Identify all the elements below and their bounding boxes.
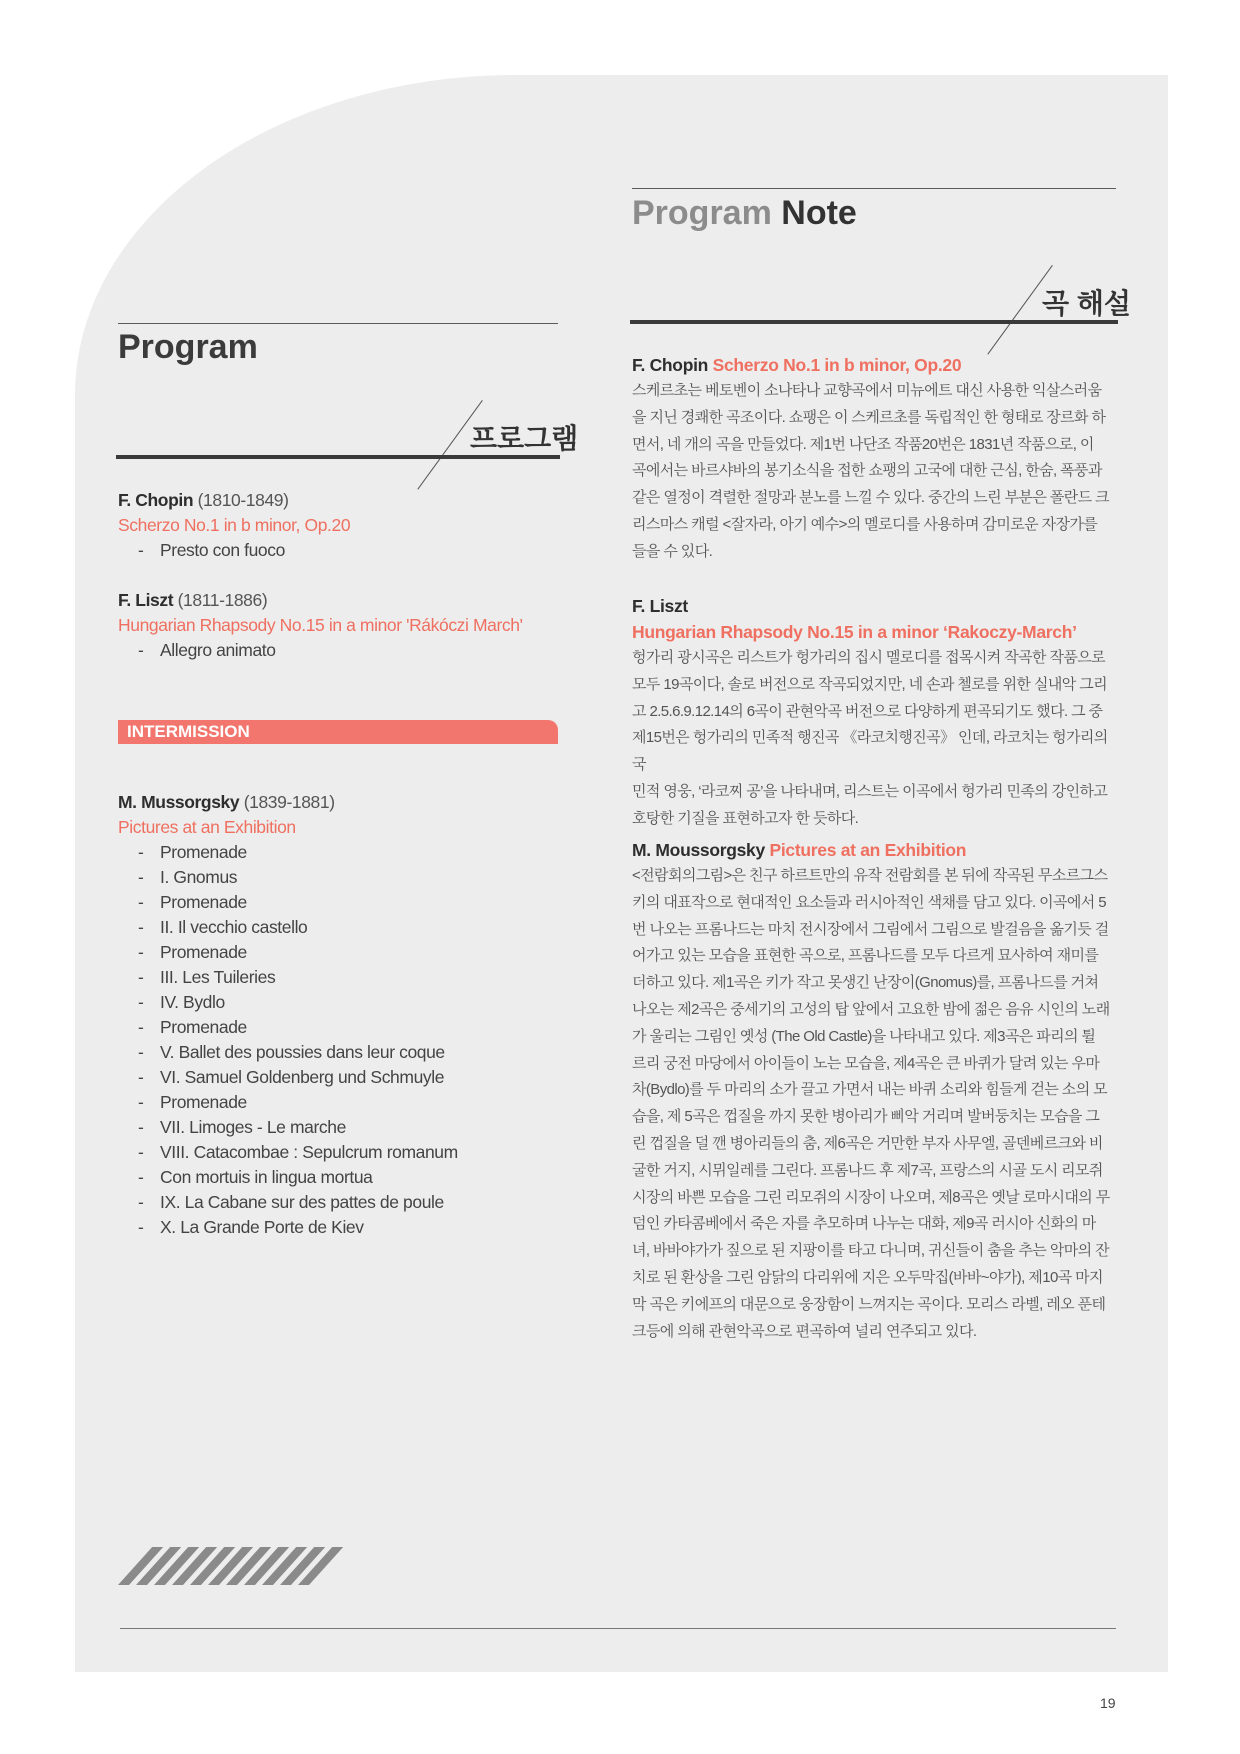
movement-item: - VII. Limoges - Le marche [138, 1117, 346, 1137]
note-work-title: Pictures at an Exhibition [769, 840, 967, 860]
movement-item: - IX. La Cabane sur des pattes de poule [138, 1192, 444, 1212]
movement-label: Promenade [160, 1017, 247, 1037]
movement-item: - I. Gnomus [138, 867, 238, 887]
movement-label: III. Les Tuileries [160, 967, 276, 987]
program-title-korean: 프로그램 [470, 423, 579, 454]
intermission-banner: INTERMISSION [118, 720, 558, 744]
movement-label: VIII. Catacombae : Sepulcrum romanum [160, 1142, 458, 1162]
note-line: 나오는 제2곡은 중세기의 고성의 탑 앞에서 고요한 밤에 젊은 음유 시인의 노래 [632, 1000, 1110, 1018]
movement-label: II. Il vecchio castello [160, 917, 308, 937]
movement-item: - VIII. Catacombae : Sepulcrum romanum [138, 1142, 458, 1162]
note-line: 고 2.5.6.9.12.14의 6곡이 관현악곡 버전으로 다양하게 편곡되기도 했다. 그 중 [632, 702, 1103, 720]
program-title: Program [118, 328, 258, 366]
note-line: 모두 19곡이다, 솔로 버전으로 작곡되었지만, 네 손과 첼로를 위한 실내악 그리 [632, 675, 1107, 693]
note-work-title: Scherzo No.1 in b minor, Op.20 [712, 355, 962, 375]
movement-label: IX. La Cabane sur des pattes de poule [160, 1192, 444, 1212]
note-line: 굴한 거지, 시뮈일레를 그린다. 프롬나드 후 제7곡, 프랑스의 시골 도시 리모쥐 [632, 1161, 1103, 1179]
movement-item: - X. La Grande Porte de Kiev [138, 1217, 364, 1237]
note-work-title: Hungarian Rhapsody No.15 in a minor ‘Rakoczy-March’ [632, 622, 1077, 642]
composer-line [118, 790, 568, 815]
movement-item: - V. Ballet des poussies dans leur coque [138, 1042, 445, 1062]
movement-item: - Promenade [138, 1092, 247, 1112]
note-chopin [632, 352, 1120, 566]
page-number: 19 [1100, 1695, 1116, 1711]
decorative-stripes [118, 1547, 350, 1585]
movement-label: VII. Limoges - Le marche [160, 1117, 346, 1137]
composer-name: M. Mussorgsky [118, 792, 240, 812]
movement-label: Promenade [160, 892, 247, 912]
movement-item: - III. Les Tuileries [138, 967, 276, 987]
program-top-rule [118, 323, 558, 324]
note-line: 민적 영웅, ‘라코찌 공’을 나타내며, 리스트는 이곡에서 헝가리 민족의 강인하고 [632, 782, 1108, 800]
note-line: 스케르초는 베토벤이 소나타나 교향곡에서 미뉴에트 대신 사용한 익살스러움 [632, 382, 1102, 399]
note-line: 어가고 있는 모습을 표현한 곡으로, 프롬나드를 모두 다르게 묘사하여 재미를 [632, 947, 1099, 965]
movement-label: Promenade [160, 942, 247, 962]
composer-years: (1810-1849) [197, 490, 289, 510]
note-line: 습을, 제 5곡은 껍질을 까지 못한 병아리가 삐악 거리며 발버둥치는 모습을 그 [632, 1108, 1100, 1126]
note-line: 르리 궁전 마당에서 아이들이 노는 모습을, 제4곡은 큰 바퀴가 달려 있는 우마 [632, 1054, 1100, 1072]
note-line: 을 지닌 경쾌한 곡조이다. 쇼팽은 이 스케르초를 독립적인 한 형태로 장르화 하 [632, 408, 1106, 426]
note-line: 리스마스 캐럴 <잘자라, 아기 예수>의 멜로디를 사용하며 감미로운 자장가를 [632, 515, 1098, 533]
note-moussorgsky [632, 837, 1120, 1345]
movement-item: - Allegro animato [138, 640, 276, 660]
movement-label: Promenade [160, 842, 247, 862]
composer-years: (1811-1886) [177, 590, 268, 610]
note-line: 더하고 있다. 제1곡은 키가 작고 못생긴 난장이(Gnomus)를, 프롬나드를 거쳐 [632, 974, 1099, 992]
movement-item: - Presto con fuoco [138, 540, 285, 560]
note-line: 치로 된 환상을 그린 암닭의 다리위에 지은 오두막집(바바~야가), 제10곡 마지 [632, 1268, 1103, 1286]
note-line: 키의 대표작으로 현대적인 요소들과 러시아적인 색채를 담고 있다. 이곡에서 5 [632, 893, 1107, 911]
program-work-chopin [118, 488, 568, 563]
note-bottom-rule [630, 320, 1118, 324]
note-heading-title [632, 619, 1120, 645]
note-composer: F. Chopin [632, 355, 709, 375]
movement-item: - Con mortuis in lingua mortua [138, 1167, 373, 1187]
composer-line [118, 488, 568, 513]
note-liszt [632, 593, 1120, 833]
work-title: Hungarian Rhapsody No.15 in a minor 'Rákóczi March' [118, 615, 523, 635]
note-composer: M. Moussorgsky [632, 840, 765, 860]
note-line: 린 껍질을 덜 깬 병아리들의 춤, 제6곡은 거만한 부자 사무엘, 골덴베르크와 비 [632, 1134, 1103, 1152]
note-heading: F. Liszt [632, 596, 688, 616]
program-bottom-rule [116, 455, 560, 459]
note-line: 가 울리는 그림인 옛성 (The Old Castle)을 나타내고 있다. 제3곡은 파리의 튈 [632, 1027, 1096, 1045]
note-line: 시장의 바쁜 모습을 그린 리모쥐의 시장이 나오며, 제8곡은 옛날 로마시대의 무 [632, 1188, 1110, 1206]
movement-label: IV. Bydlo [160, 992, 225, 1012]
note-line: 녀, 바바야가가 짚으로 된 지팡이를 타고 다니며, 귀신들이 춤을 추는 악마의 잔 [632, 1242, 1109, 1260]
title-bold: Note [781, 194, 857, 232]
note-line: 차(Bydlo)를 두 마리의 소가 끌고 가면서 내는 바퀴 소리와 힘들게 걷는 소의 모 [632, 1081, 1108, 1099]
movement-item: - Promenade [138, 1017, 247, 1037]
movement-label: V. Ballet des poussies dans leur coque [160, 1042, 445, 1062]
composer-years: (1839-1881) [243, 792, 335, 812]
work-title: Pictures at an Exhibition [118, 817, 296, 837]
note-line: 크등에 의해 관현악곡으로 편곡하여 널리 연주되고 있다. [632, 1322, 977, 1340]
composer-name: F. Chopin [118, 490, 194, 510]
movement-item: - Promenade [138, 942, 247, 962]
movement-label: Presto con fuoco [160, 540, 285, 560]
movement-label: Allegro animato [160, 640, 276, 660]
movement-item: - Promenade [138, 842, 247, 862]
note-heading [632, 837, 1120, 863]
note-top-rule [632, 188, 1116, 189]
movement-item: - IV. Bydlo [138, 992, 225, 1012]
program-note-title-korean: 곡 해설 [1042, 288, 1131, 319]
note-line: 같은 열정이 격렬한 절망과 분노를 느낄 수 있다. 중간의 느린 부분은 폴란드 크 [632, 489, 1109, 507]
note-line: 번 나오는 프롬나드는 마치 전시장에서 그림에서 그림으로 발걸음을 옮기듯 걸 [632, 920, 1109, 938]
movement-label: I. Gnomus [160, 867, 238, 887]
movement-label: Con mortuis in lingua mortua [160, 1167, 373, 1187]
note-line: 막 곡은 키에프의 대문으로 웅장함이 느껴지는 곡이다. 모리스 라벨, 레오 푼테 [632, 1295, 1106, 1313]
note-line: 들을 수 있다. [632, 542, 713, 560]
program-work-liszt [118, 588, 568, 663]
note-line: 덤인 카타콤베에서 죽은 자를 추모하며 나누는 대화, 제9곡 러시아 신화의 마 [632, 1215, 1096, 1233]
movement-label: X. La Grande Porte de Kiev [160, 1217, 364, 1237]
work-title: Scherzo No.1 in b minor, Op.20 [118, 515, 351, 535]
movement-label: VI. Samuel Goldenberg und Schmuyle [160, 1067, 445, 1087]
note-line: 헝가리 광시곡은 리스트가 헝가리의 집시 멜로디를 접목시켜 작곡한 작품으로 [632, 649, 1106, 666]
note-line: 곡에서는 바르샤바의 봉기소식을 접한 쇼팽의 고국에 대한 근심, 한숨, 폭풍과 [632, 462, 1102, 480]
composer-name: F. Liszt [118, 590, 174, 610]
movement-item: - II. Il vecchio castello [138, 917, 308, 937]
note-heading [632, 352, 1120, 378]
program-note-title [632, 194, 857, 233]
note-line: 제15번은 헝가리의 민족적 행진곡 《라코치행진곡》 인데, 라코치는 헝가리의 국 [632, 729, 1108, 774]
program-work-mussorgsky [118, 790, 568, 1240]
footer-rule [120, 1628, 1116, 1629]
note-line: 면서, 네 개의 곡을 만들었다. 제1번 나단조 작품20번은 1831년 작품으로, 이 [632, 435, 1094, 453]
movement-label: Promenade [160, 1092, 247, 1112]
title-light: Program [632, 194, 772, 232]
note-line: 호탕한 기질을 표현하고자 한 듯하다. [632, 809, 859, 827]
movement-item: - VI. Samuel Goldenberg und Schmuyle [138, 1067, 445, 1087]
movement-item: - Promenade [138, 892, 247, 912]
composer-line [118, 588, 568, 613]
note-line: <전람회의그림>은 친구 하르트만의 유작 전람회를 본 뒤에 작곡된 무소르그스 [632, 867, 1108, 884]
